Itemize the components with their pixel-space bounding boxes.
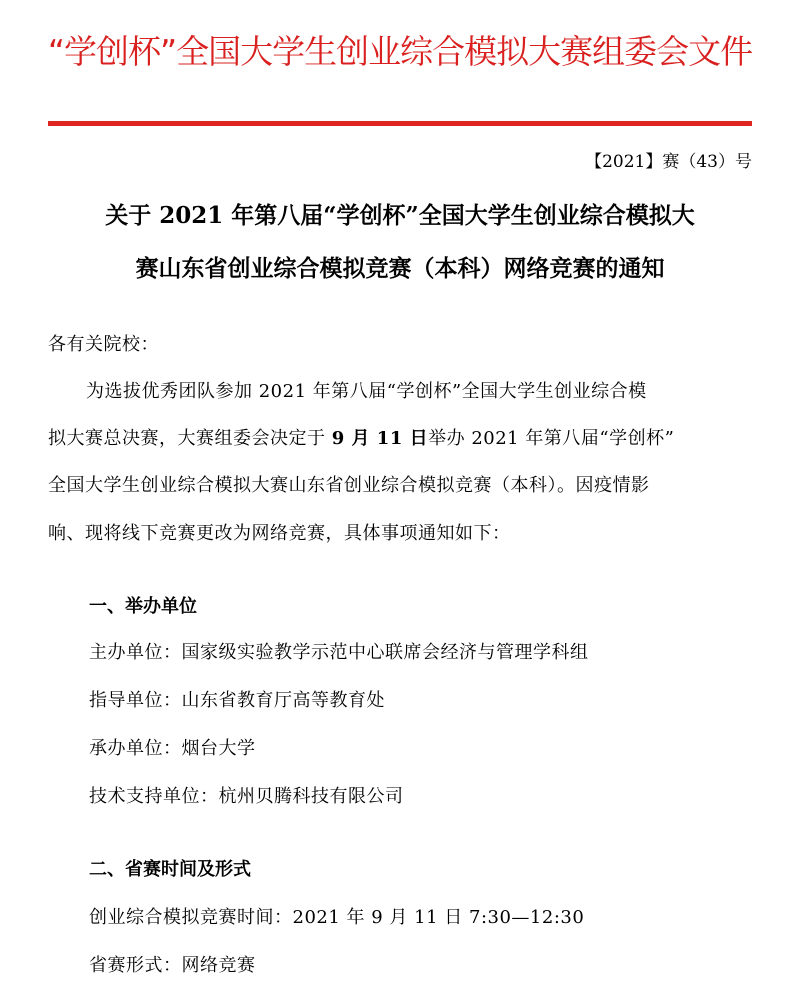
- section-1-heading: 一、举办单位: [89, 596, 197, 617]
- document-number: 【2021】赛（43）号: [585, 152, 752, 172]
- competition-date-highlight: 9 月 11 日: [331, 428, 429, 449]
- organizer-guidance: 指导单位：山东省教育厅高等教育处: [89, 690, 385, 711]
- intro-line-4: 响、现将线下竞赛更改为网络竞赛，具体事项通知如下：: [48, 523, 511, 544]
- intro-line-2: [48, 424, 674, 450]
- intro-line-3: 全国大学生创业综合模拟大赛山东省创业综合模拟竞赛（本科）。因疫情影: [48, 475, 650, 496]
- intro-line-2-part-c: 举办 2021 年第八届“学创杯”: [428, 428, 675, 449]
- salutation: 各有关院校：: [48, 334, 159, 355]
- organizer-tech-support: 技术支持单位：杭州贝腾科技有限公司: [89, 786, 404, 807]
- section-2-heading: 二、省赛时间及形式: [89, 859, 251, 880]
- intro-line-2-part-a: 拟大赛总决赛，大赛组委会决定于: [48, 428, 332, 449]
- competition-format: 省赛形式：网络竞赛: [89, 955, 256, 976]
- organizer-undertaker: 承办单位：烟台大学: [89, 738, 256, 759]
- intro-line-1: 为选拔优秀团队参加 2021 年第八届“学创杯”全国大学生创业综合模: [86, 381, 647, 402]
- notice-title-line-2: 赛山东省创业综合模拟竞赛（本科）网络竞赛的通知: [135, 255, 665, 282]
- competition-time: 创业综合模拟竞赛时间：2021 年 9 月 11 日 7:30—12:30: [89, 907, 585, 928]
- letterhead-title: “学创杯”全国大学生创业综合模拟大赛组委会文件: [47, 32, 753, 71]
- organizer-host: 主办单位：国家级实验教学示范中心联席会经济与管理学科组: [89, 642, 589, 663]
- letterhead-red-divider: [48, 121, 752, 126]
- notice-title-line-1: 关于 2021 年第八届“学创杯”全国大学生创业综合模拟大: [105, 202, 695, 229]
